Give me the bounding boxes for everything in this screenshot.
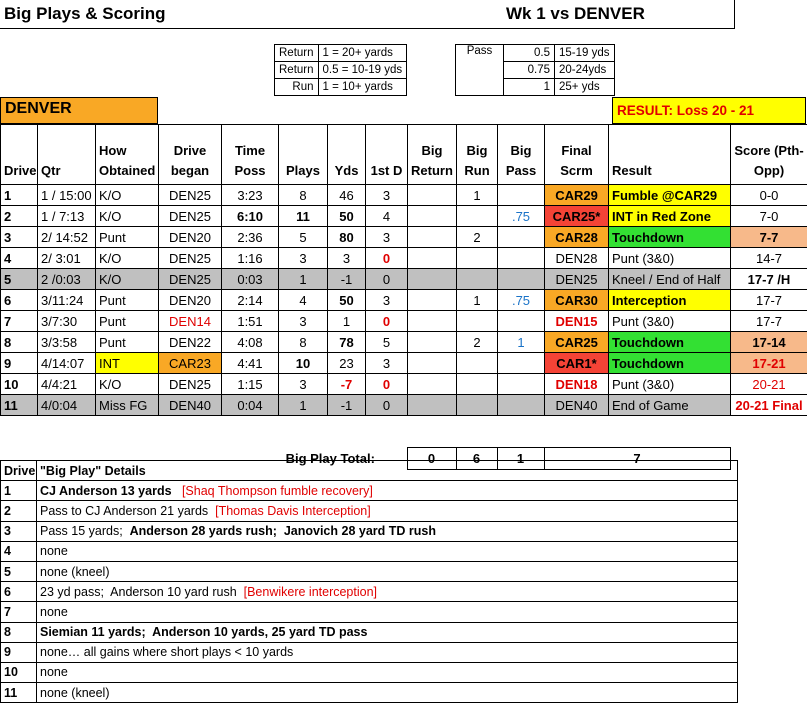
plays: 3	[279, 374, 328, 395]
big-pass	[498, 269, 545, 290]
detail-drive-number: 11	[1, 683, 37, 703]
column-header: Yds	[328, 125, 366, 185]
big-pass	[498, 395, 545, 416]
title-underline	[0, 28, 735, 29]
how-obtained: K/O	[96, 374, 159, 395]
details-header-row	[1, 461, 738, 481]
drive-began: CAR23	[159, 353, 222, 374]
detail-row	[1, 642, 738, 662]
big-run: 1	[457, 290, 498, 311]
detail-row	[1, 602, 738, 622]
drive-table	[0, 124, 807, 416]
drive-result: Punt (3&0)	[609, 374, 731, 395]
quarter-time: 4/0:04	[38, 395, 96, 416]
detail-row	[1, 541, 738, 561]
table-row	[1, 332, 807, 353]
team-name: DENVER	[0, 97, 158, 124]
detail-text	[37, 541, 738, 561]
plays: 3	[279, 248, 328, 269]
final-scrimmage: CAR1*	[545, 353, 609, 374]
detail-row	[1, 662, 738, 682]
drive-number: 3	[1, 227, 38, 248]
quarter-time: 3/3:58	[38, 332, 96, 353]
legend-definition: 1 = 10+ yards	[318, 79, 407, 96]
first-downs: 0	[366, 374, 408, 395]
quarter-time: 3/11:24	[38, 290, 96, 311]
legend-definition: 0.5 = 10-19 yds	[318, 62, 407, 79]
column-header: Time Poss	[222, 125, 279, 185]
score: 0-0	[731, 185, 807, 206]
detail-segment: Siemian 11 yards; Anderson 10 yards, 25 yard TD pass	[40, 625, 368, 640]
big-run	[457, 395, 498, 416]
week-title: Wk 1 vs DENVER	[506, 4, 645, 23]
drive-began: DEN22	[159, 332, 222, 353]
big-pass: .75	[498, 290, 545, 311]
drive-result: INT in Red Zone	[609, 206, 731, 227]
time-possession: 1:15	[222, 374, 279, 395]
column-header: Score (Pth-Opp)	[731, 125, 807, 185]
detail-segment: 23 yd pass; Anderson 10 yard rush	[40, 584, 244, 599]
detail-drive-number: 6	[1, 582, 37, 602]
big-pass	[498, 248, 545, 269]
drive-number: 5	[1, 269, 38, 290]
drive-began: DEN40	[159, 395, 222, 416]
yards: 80	[328, 227, 366, 248]
table-row	[1, 269, 807, 290]
big-pass	[498, 374, 545, 395]
big-run	[457, 206, 498, 227]
how-obtained: K/O	[96, 185, 159, 206]
column-header: Drive	[1, 125, 38, 185]
drive-number: 8	[1, 332, 38, 353]
score: 17-7 /H	[731, 269, 807, 290]
plays: 1	[279, 395, 328, 416]
detail-segment: none	[40, 544, 68, 559]
drive-number: 11	[1, 395, 38, 416]
detail-segment: Pass 15 yards;	[40, 524, 130, 539]
how-obtained: K/O	[96, 248, 159, 269]
big-pass: .75	[498, 206, 545, 227]
totals-label: Big Play Total:	[285, 451, 375, 466]
big-return	[408, 206, 457, 227]
legend-definition: 1 = 20+ yards	[318, 45, 407, 62]
time-possession: 3:23	[222, 185, 279, 206]
how-obtained: Punt	[96, 311, 159, 332]
score: 20-21 Final	[731, 395, 807, 416]
detail-text	[37, 481, 738, 501]
legend-left-row	[275, 62, 407, 79]
column-header: Qtr	[38, 125, 96, 185]
table-row	[1, 374, 807, 395]
table-row	[1, 227, 807, 248]
drive-number: 7	[1, 311, 38, 332]
drive-number: 2	[1, 206, 38, 227]
column-header: Drive began	[159, 125, 222, 185]
detail-drive-number: 2	[1, 501, 37, 521]
drive-number: 9	[1, 353, 38, 374]
table-row	[1, 206, 807, 227]
time-possession: 0:03	[222, 269, 279, 290]
drive-began: DEN20	[159, 290, 222, 311]
detail-text	[37, 602, 738, 622]
quarter-time: 2 /0:03	[38, 269, 96, 290]
final-scrimmage: CAR25*	[545, 206, 609, 227]
detail-text	[37, 521, 738, 541]
legend-value: 0.75	[504, 62, 555, 79]
yards: 46	[328, 185, 366, 206]
plays: 8	[279, 332, 328, 353]
detail-segment: none	[40, 665, 68, 680]
total-big-run: 6	[456, 448, 497, 470]
big-return	[408, 395, 457, 416]
yards: 23	[328, 353, 366, 374]
final-scrimmage: DEN28	[545, 248, 609, 269]
big-return	[408, 185, 457, 206]
detail-drive-number: 5	[1, 561, 37, 581]
time-possession: 1:16	[222, 248, 279, 269]
yards: -1	[328, 269, 366, 290]
drive-began: DEN25	[159, 269, 222, 290]
time-possession: 2:14	[222, 290, 279, 311]
how-obtained: INT	[96, 353, 159, 374]
big-run: 2	[457, 332, 498, 353]
how-obtained: K/O	[96, 269, 159, 290]
column-header: Big Pass	[498, 125, 545, 185]
detail-row	[1, 481, 738, 501]
big-run	[457, 248, 498, 269]
first-downs: 0	[366, 248, 408, 269]
column-header: Big Run	[457, 125, 498, 185]
drive-number: 4	[1, 248, 38, 269]
drive-result: Fumble @CAR29	[609, 185, 731, 206]
big-pass	[498, 185, 545, 206]
details-drive-header: Drive	[1, 461, 37, 481]
detail-segment: CJ Anderson 13 yards	[40, 483, 172, 498]
yards: 1	[328, 311, 366, 332]
first-downs: 0	[366, 269, 408, 290]
drive-began: DEN14	[159, 311, 222, 332]
plays: 8	[279, 185, 328, 206]
detail-text	[37, 642, 738, 662]
detail-row	[1, 683, 738, 703]
legend-value: 1	[504, 79, 555, 96]
detail-drive-number: 3	[1, 521, 37, 541]
score: 17-7	[731, 290, 807, 311]
quarter-time: 2/ 3:01	[38, 248, 96, 269]
detail-text	[37, 561, 738, 581]
detail-drive-number: 9	[1, 642, 37, 662]
time-possession: 6:10	[222, 206, 279, 227]
drive-began: DEN20	[159, 227, 222, 248]
plays: 1	[279, 269, 328, 290]
score: 17-7	[731, 311, 807, 332]
detail-text	[37, 501, 738, 521]
drive-result: End of Game	[609, 395, 731, 416]
quarter-time: 4/14:07	[38, 353, 96, 374]
table-row	[1, 311, 807, 332]
drive-result: Kneel / End of Half	[609, 269, 731, 290]
table-row	[1, 248, 807, 269]
column-header: How Obtained	[96, 125, 159, 185]
table-row	[1, 290, 807, 311]
column-header: Big Return	[408, 125, 457, 185]
drive-result: Punt (3&0)	[609, 248, 731, 269]
big-run: 1	[457, 185, 498, 206]
details-table	[0, 460, 738, 703]
column-header: Plays	[279, 125, 328, 185]
big-return	[408, 248, 457, 269]
detail-text	[37, 622, 738, 642]
detail-drive-number: 4	[1, 541, 37, 561]
drive-began: DEN25	[159, 374, 222, 395]
big-return	[408, 311, 457, 332]
big-return	[408, 227, 457, 248]
plays: 5	[279, 227, 328, 248]
final-scrimmage: CAR25	[545, 332, 609, 353]
detail-segment: [Thomas Davis Interception]	[208, 503, 371, 518]
yards: 50	[328, 206, 366, 227]
how-obtained: Punt	[96, 290, 159, 311]
legend-type: Return	[275, 45, 319, 62]
total-grand: 7	[544, 448, 730, 470]
final-scrimmage: DEN40	[545, 395, 609, 416]
detail-row	[1, 622, 738, 642]
legend-type: Run	[275, 79, 319, 96]
quarter-time: 3/7:30	[38, 311, 96, 332]
table-row	[1, 395, 807, 416]
quarter-time: 4/4:21	[38, 374, 96, 395]
plays: 4	[279, 290, 328, 311]
big-run	[457, 269, 498, 290]
score: 17-21	[731, 353, 807, 374]
detail-segment: none (kneel)	[40, 685, 110, 700]
drive-result: Touchdown	[609, 227, 731, 248]
first-downs: 0	[366, 311, 408, 332]
big-run	[457, 353, 498, 374]
score: 17-14	[731, 332, 807, 353]
header-row	[1, 125, 807, 185]
final-scrimmage: DEN25	[545, 269, 609, 290]
detail-segment: none	[40, 604, 68, 619]
detail-text	[37, 582, 738, 602]
detail-segment: none… all gains where short plays < 10 yards	[40, 645, 294, 660]
final-scrimmage: CAR29	[545, 185, 609, 206]
final-scrimmage: DEN15	[545, 311, 609, 332]
big-return	[408, 269, 457, 290]
big-pass	[498, 311, 545, 332]
how-obtained: Punt	[96, 227, 159, 248]
legend-definition: 15-19 yds	[555, 45, 615, 62]
how-obtained: Miss FG	[96, 395, 159, 416]
big-pass: 1	[498, 332, 545, 353]
big-run: 2	[457, 227, 498, 248]
first-downs: 5	[366, 332, 408, 353]
drive-result: Touchdown	[609, 353, 731, 374]
first-downs: 3	[366, 227, 408, 248]
drive-result: Touchdown	[609, 332, 731, 353]
score: 20-21	[731, 374, 807, 395]
legend-left-row	[275, 45, 407, 62]
big-return	[408, 353, 457, 374]
detail-drive-number: 7	[1, 602, 37, 622]
drive-began: DEN25	[159, 185, 222, 206]
legend-value: 0.5	[504, 45, 555, 62]
detail-row	[1, 501, 738, 521]
detail-text	[37, 683, 738, 703]
final-scrimmage: CAR30	[545, 290, 609, 311]
yards: -1	[328, 395, 366, 416]
big-pass	[498, 227, 545, 248]
first-downs: 3	[366, 290, 408, 311]
yards: -7	[328, 374, 366, 395]
plays: 10	[279, 353, 328, 374]
drive-result: Interception	[609, 290, 731, 311]
yards: 78	[328, 332, 366, 353]
total-big-return: 0	[407, 448, 456, 470]
first-downs: 4	[366, 206, 408, 227]
big-return	[408, 332, 457, 353]
quarter-time: 1 / 7:13	[38, 206, 96, 227]
table-row	[1, 185, 807, 206]
big-run	[457, 374, 498, 395]
result-banner: RESULT: Loss 20 - 21	[612, 97, 806, 124]
drive-number: 10	[1, 374, 38, 395]
drive-number: 6	[1, 290, 38, 311]
first-downs: 3	[366, 185, 408, 206]
score: 7-7	[731, 227, 807, 248]
final-scrimmage: DEN18	[545, 374, 609, 395]
quarter-time: 1 / 15:00	[38, 185, 96, 206]
legend-right-table	[455, 44, 615, 96]
column-header: Result	[609, 125, 731, 185]
quarter-time: 2/ 14:52	[38, 227, 96, 248]
legend-type: Return	[275, 62, 319, 79]
yards: 3	[328, 248, 366, 269]
detail-row	[1, 561, 738, 581]
big-return	[408, 290, 457, 311]
detail-row	[1, 582, 738, 602]
yards: 50	[328, 290, 366, 311]
how-obtained: K/O	[96, 206, 159, 227]
score: 7-0	[731, 206, 807, 227]
table-row	[1, 353, 807, 374]
big-pass	[498, 353, 545, 374]
time-possession: 1:51	[222, 311, 279, 332]
detail-segment: [Benwikere interception]	[243, 584, 378, 599]
big-run	[457, 311, 498, 332]
time-possession: 0:04	[222, 395, 279, 416]
detail-segment: [Shaq Thompson fumble recovery]	[171, 483, 373, 498]
title-divider	[734, 0, 735, 28]
drive-result: Punt (3&0)	[609, 311, 731, 332]
drive-number: 1	[1, 185, 38, 206]
how-obtained: Punt	[96, 332, 159, 353]
page-title: Big Plays & Scoring	[4, 4, 166, 23]
legend-left-table	[274, 44, 407, 96]
plays: 3	[279, 311, 328, 332]
drive-began: DEN25	[159, 206, 222, 227]
detail-segment: Anderson 28 yards rush; Janovich 28 yard TD rush	[129, 524, 436, 539]
detail-drive-number: 10	[1, 662, 37, 682]
legend-pass-label: Pass	[456, 45, 504, 96]
plays: 11	[279, 206, 328, 227]
total-big-pass: 1	[497, 448, 544, 470]
time-possession: 4:41	[222, 353, 279, 374]
column-header: 1st D	[366, 125, 408, 185]
first-downs: 3	[366, 353, 408, 374]
legend-definition: 25+ yds	[555, 79, 615, 96]
legend-left-row	[275, 79, 407, 96]
legend-definition: 20-24yds	[555, 62, 615, 79]
detail-drive-number: 8	[1, 622, 37, 642]
detail-segment: Pass to CJ Anderson 21 yards	[40, 503, 209, 518]
final-scrimmage: CAR28	[545, 227, 609, 248]
detail-drive-number: 1	[1, 481, 37, 501]
legend-right-row	[456, 45, 615, 62]
big-return	[408, 374, 457, 395]
score: 14-7	[731, 248, 807, 269]
column-header: Final Scrm	[545, 125, 609, 185]
time-possession: 4:08	[222, 332, 279, 353]
details-title: "Big Play" Details	[37, 461, 738, 481]
detail-segment: none (kneel)	[40, 564, 110, 579]
drive-began: DEN25	[159, 248, 222, 269]
time-possession: 2:36	[222, 227, 279, 248]
detail-row	[1, 521, 738, 541]
detail-text	[37, 662, 738, 682]
first-downs: 0	[366, 395, 408, 416]
